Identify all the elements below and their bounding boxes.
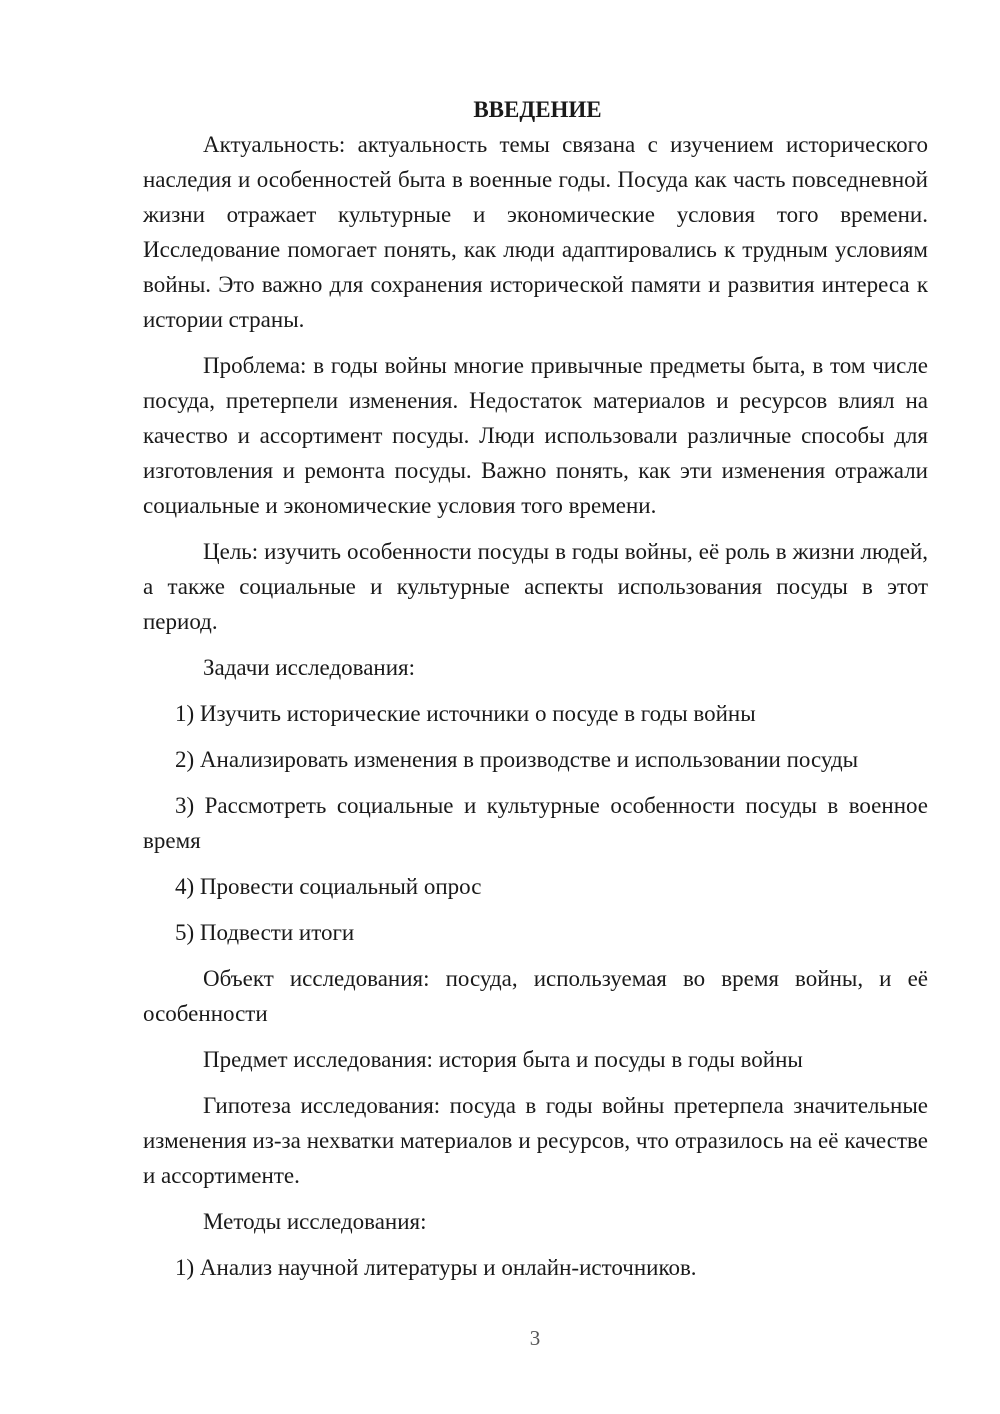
methods-list (143, 1250, 928, 1285)
page-number: 3 (529, 1326, 541, 1350)
methods-heading: Методы исследования: (203, 1209, 427, 1234)
task-item: 4) Провести социальный опрос (175, 874, 482, 899)
section-title: ВВЕДЕНИЕ (473, 97, 602, 122)
relevance-paragraph: Актуальность: актуальность темы связана с изучением исторического наследия и особенностей быта в военные годы. Посуда как часть повседневной жизни отражает культурные и экономические условия того времени. Исследование помогает понять, как люди адаптировались к трудным условиям войны. Это важно для сохранения исторической памяти и развития интереса к истории страны. (143, 132, 928, 332)
problem-paragraph: Проблема: в годы войны многие привычные предметы быта, в том числе посуда, претерпели изменения. Недостаток материалов и ресурсов влиял на качество и ассортимент посуды. Люди использовали различные способы для изготовления и ремонта посуды. Важно понять, как эти изменения отражали социальные и экономические условия того времени. (143, 353, 928, 518)
task-item: 2) Анализировать изменения в производстве и использовании посуды (175, 747, 859, 772)
page-content (143, 92, 928, 1296)
task-item: 1) Изучить исторические источники о посуде в годы войны (175, 701, 756, 726)
task-item: 5) Подвести итоги (175, 920, 355, 945)
task-item: 3) Рассмотреть социальные и культурные особенности посуды в военное время (143, 793, 928, 853)
subject-paragraph: Предмет исследования: история быта и посуды в годы войны (203, 1047, 803, 1072)
tasks-heading: Задачи исследования: (203, 655, 416, 680)
object-paragraph: Объект исследования: посуда, используемая во время войны, и её особенности (143, 966, 928, 1026)
tasks-list (143, 696, 928, 950)
hypothesis-paragraph: Гипотеза исследования: посуда в годы войны претерпела значительные изменения из-за нехватки материалов и ресурсов, что отразилось на её качестве и ассортименте. (143, 1093, 928, 1188)
method-item: 1) Анализ научной литературы и онлайн-источников. (175, 1255, 697, 1280)
goal-paragraph: Цель: изучить особенности посуды в годы войны, её роль в жизни людей, а также социальные и культурные аспекты использования посуды в этот период. (143, 539, 928, 634)
